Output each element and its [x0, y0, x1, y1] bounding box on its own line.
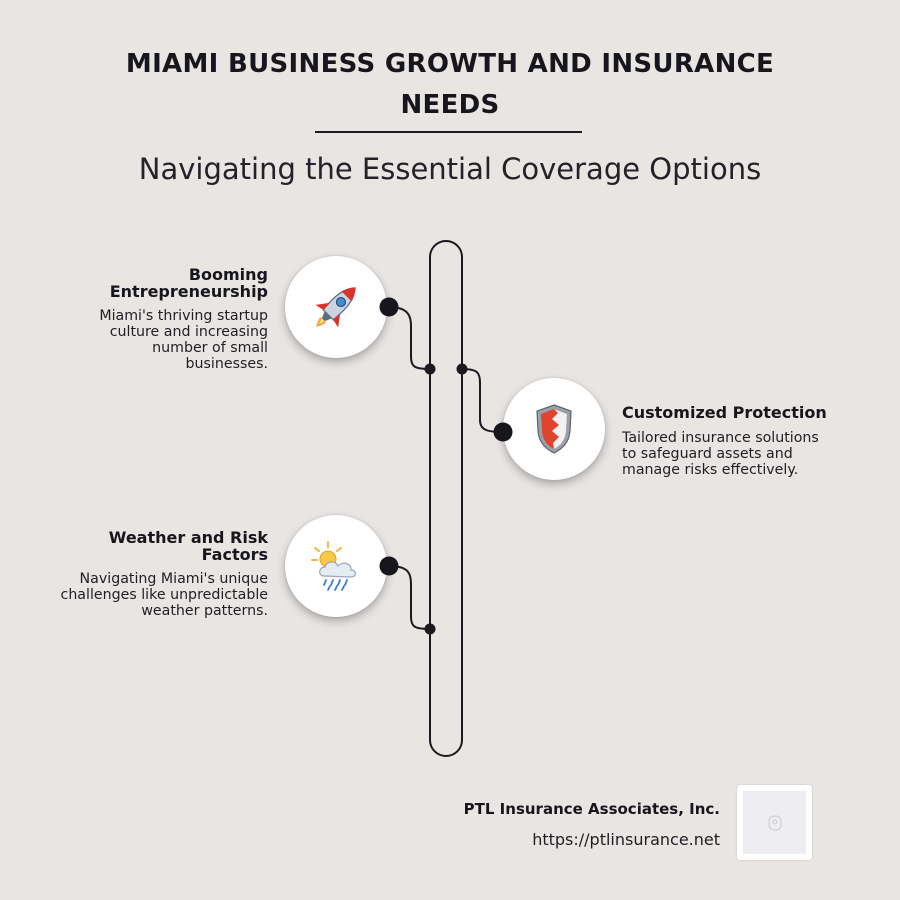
node-title-entrepreneurship: Booming Entrepreneurship	[109, 265, 268, 301]
node-desc-protection: Tailored insurance solutions to safeguard assets and manage risks effectively.	[622, 430, 819, 478]
anchor-dot	[380, 557, 399, 576]
company-url[interactable]: https://ptlinsurance.net	[532, 830, 720, 849]
page-title: MIAMI BUSINESS GROWTH AND INSURANCE NEEDS	[125, 49, 775, 120]
qr-code-placeholder	[743, 791, 806, 854]
node-title-weather: Weather and Risk Factors	[108, 528, 268, 564]
qr-code-frame[interactable]	[737, 785, 812, 860]
node-desc-weather: Navigating Miami's unique challenges like unpredictable weather patterns.	[60, 571, 268, 619]
node-desc-entrepreneurship: Miami's thriving startup culture and increasing number of small businesses.	[99, 308, 268, 372]
qr-code-icon	[768, 815, 782, 831]
page-subtitle: Navigating the Essential Coverage Options	[138, 152, 762, 186]
node-title-protection: Customized Protection	[622, 403, 827, 422]
company-name: PTL Insurance Associates, Inc.	[463, 800, 720, 818]
